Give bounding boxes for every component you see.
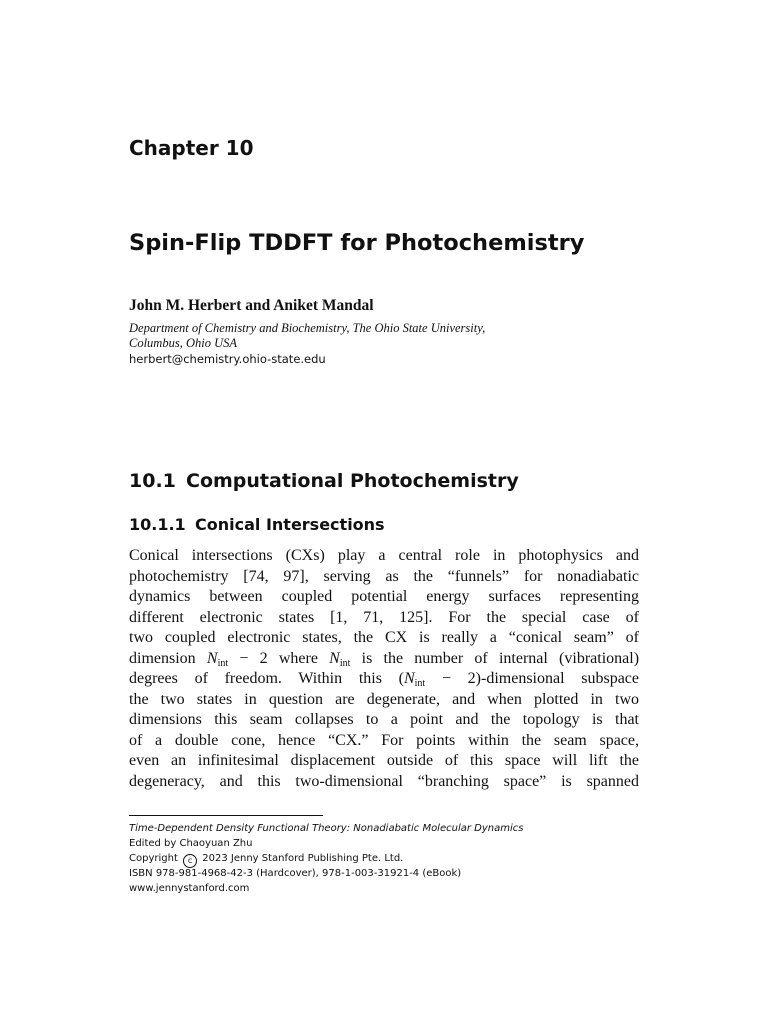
section-heading bbox=[129, 470, 519, 492]
subsection-heading bbox=[129, 515, 385, 534]
body-line: two coupled electronic states, the CX is really a “conical seam” of bbox=[129, 629, 639, 646]
subsection-number: 10.1.1 bbox=[129, 515, 186, 534]
author-names: John M. Herbert and Aniket Mandal bbox=[129, 297, 374, 314]
body-line bbox=[129, 649, 639, 670]
section-title: Computational Photochemistry bbox=[186, 470, 519, 492]
publisher-website-link[interactable]: www.jennystanford.com bbox=[129, 883, 250, 894]
footnote-isbn: ISBN 978-981-4968-42-3 (Hardcover), 978-1-003-31921-4 (eBook) bbox=[129, 868, 462, 879]
footnote-divider bbox=[129, 815, 323, 816]
body-line: dynamics between coupled potential energy surfaces representing bbox=[129, 588, 639, 605]
math-symbol: $N_{int}$ bbox=[329, 649, 351, 669]
subsection-title: Conical Intersections bbox=[195, 515, 385, 534]
chapter-title: Spin-Flip TDDFT for Photochemistry bbox=[129, 230, 585, 256]
body-text: dimension bbox=[129, 649, 196, 667]
section-number: 10.1 bbox=[129, 470, 176, 492]
body-line: the two states in question are degenerate, and when plotted in two bbox=[129, 690, 639, 708]
author-email: herbert@chemistry.ohio-state.edu bbox=[129, 352, 326, 366]
body-line: dimensions this seam collapses to a point and the topology is that bbox=[129, 711, 639, 728]
body-line: degeneracy, and this two-dimensional “branching space” is spanned bbox=[129, 772, 639, 790]
math-symbol: $N_{int}$ bbox=[206, 649, 229, 669]
body-line bbox=[129, 669, 639, 690]
body-text: − 2 where bbox=[239, 649, 318, 667]
affiliation-line-1: Department of Chemistry and Biochemistry, The Ohio State University, bbox=[129, 321, 486, 335]
copyright-icon: c bbox=[183, 854, 197, 868]
body-line: even an infinitesimal displacement outside of this space will lift the bbox=[129, 752, 639, 769]
footnote-book-title: Time-Dependent Density Functional Theory: Nonadiabatic Molecular Dynamics bbox=[129, 823, 524, 834]
body-text: is the number of internal (vibrational) bbox=[361, 649, 639, 667]
math-symbol: $N_{int}$ bbox=[403, 670, 426, 689]
body-line: photochemistry [74, 97], serving as the “funnels” for nonadiabatic bbox=[129, 567, 639, 585]
footnote-editor: Edited by Chaoyuan Zhu bbox=[129, 838, 253, 849]
affiliation-line-2: Columbus, Ohio USA bbox=[129, 336, 237, 350]
footnote-copyright: Copyright c 2023 Jenny Stanford Publishing Pte. Ltd. bbox=[129, 853, 403, 868]
body-text: − 2)-dimensional subspace bbox=[441, 670, 639, 687]
body-line: Conical intersections (CXs) play a central role in photophysics and bbox=[129, 547, 639, 564]
chapter-label: Chapter 10 bbox=[129, 136, 254, 160]
body-line: different electronic states [1, 71, 125]. For the special case of bbox=[129, 608, 639, 626]
body-paragraph bbox=[129, 546, 639, 792]
body-line: of a double cone, hence “CX.” For points within the seam space, bbox=[129, 731, 639, 749]
body-text: degrees of freedom. Within this ( bbox=[129, 670, 404, 687]
